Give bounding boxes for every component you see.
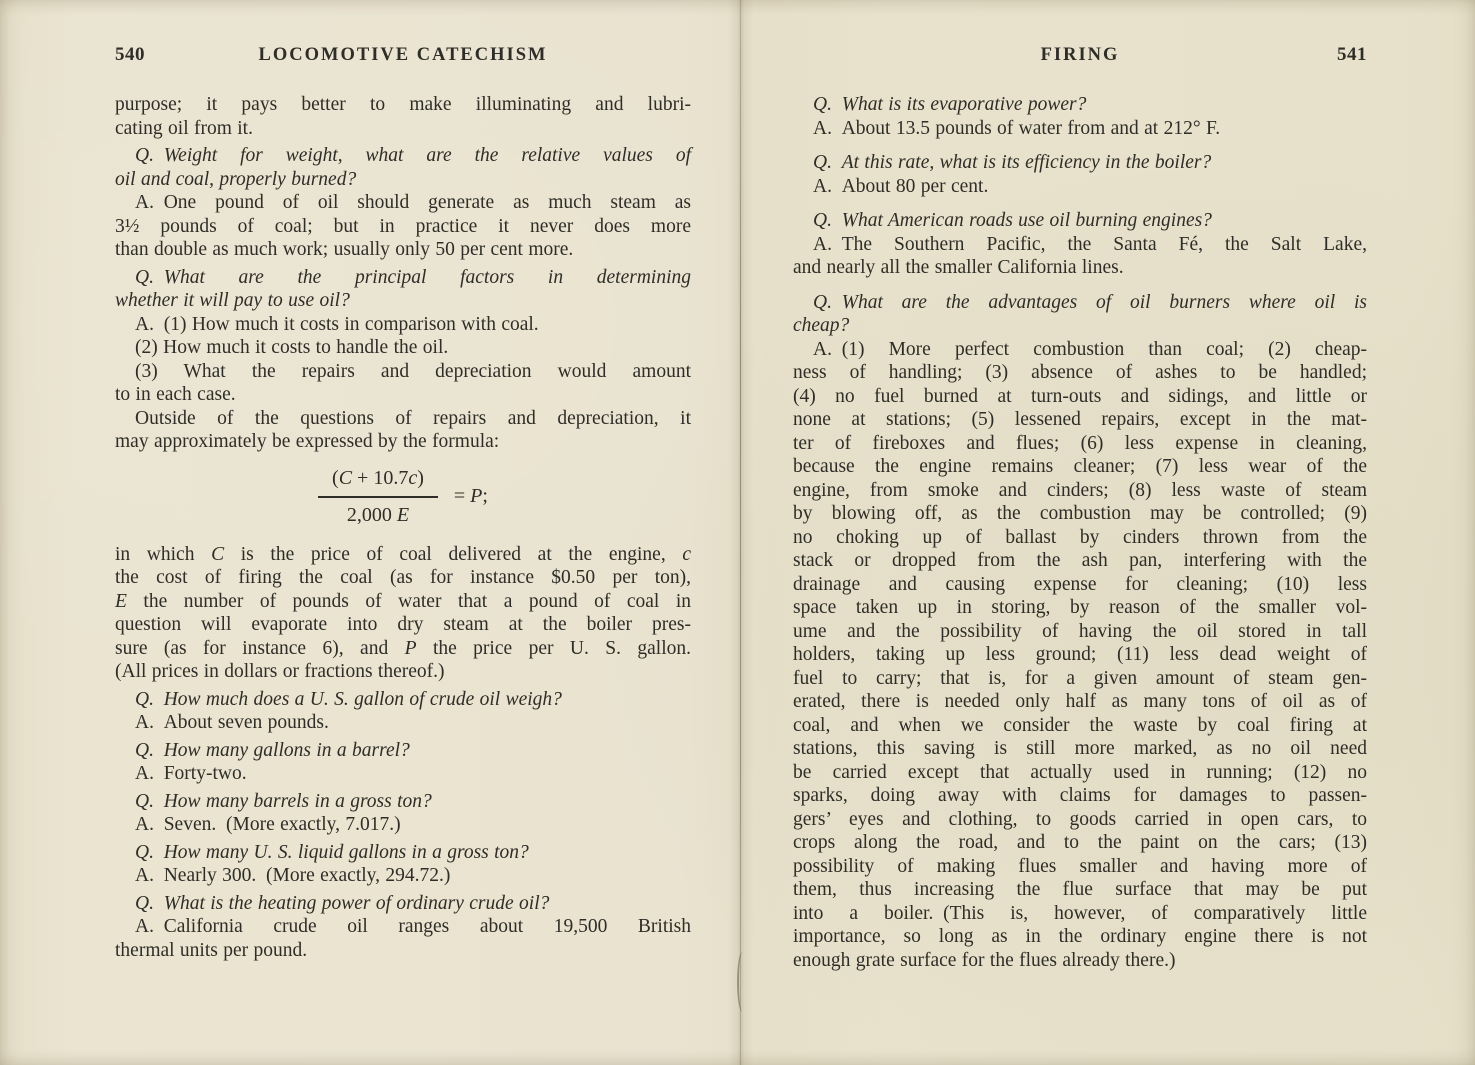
question	[793, 151, 1367, 175]
text-line: A. (1) How much it costs in comparison with coal.	[135, 313, 539, 335]
formula-numerator: (C + 10.7c)	[318, 467, 438, 499]
text-line: Q. How many barrels in a gross ton?	[135, 790, 432, 812]
text-line: enough grate surface for the flues already there.)	[793, 949, 1176, 971]
text-line: 3½ pounds of coal; but in practice it never does more	[115, 215, 691, 237]
page-header-right	[793, 44, 1367, 66]
text-line: purpose; it pays better to make illuminating and lubri-	[115, 94, 691, 115]
para	[115, 543, 691, 684]
answer	[793, 233, 1367, 280]
text-line: A. (1) More perfect combustion than coal; (2) cheap-	[813, 338, 1367, 360]
question	[115, 688, 691, 712]
text-line: A. Forty-two.	[135, 763, 247, 784]
text-line: be carried except that actually used in running; (12) no	[793, 761, 1367, 783]
answer	[793, 117, 1367, 141]
text-line: than double as much work; usually only 50 per cent more.	[115, 239, 574, 260]
formula-fraction	[318, 467, 438, 528]
formula	[115, 467, 691, 528]
answer	[115, 313, 691, 337]
text-line: thermal units per pound.	[115, 939, 308, 961]
text-line: sparks, doing away with claims for damages to passen-	[793, 785, 1367, 806]
text-line: because the engine remains cleaner; (7) less wear of the	[793, 456, 1367, 477]
question	[115, 739, 691, 763]
text-line: coal, and when we consider the waste by coal firing at	[793, 714, 1367, 736]
text-line: Q. What are the advantages of oil burners where oil is	[813, 291, 1367, 313]
question	[115, 892, 691, 916]
text-line: crops along the road, and to the paint on the cars; (13)	[793, 832, 1367, 853]
text-line: (4) no fuel burned at turn-outs and sidings, and little or	[793, 385, 1367, 407]
text-line: ter of fireboxes and flues; (6) less expense in cleaning,	[793, 432, 1367, 454]
text-line: cheap?	[793, 315, 850, 336]
answer	[115, 915, 691, 962]
text-line: gers’ eyes and clothing, to goods carried in open cars, to	[793, 808, 1367, 830]
text-line: A. One pound of oil should generate as much steam as	[135, 192, 691, 213]
answer	[115, 864, 691, 888]
text-line: into a boiler. (This is, however, of comparatively little	[793, 902, 1367, 924]
answer	[115, 191, 691, 262]
text-line: stack or dropped from the ash pan, interfering with the	[793, 550, 1367, 571]
text-line: (All prices in dollars or fractions thereof.)	[115, 661, 445, 682]
text-line: them, thus increasing the flue surface that may be put	[793, 879, 1367, 900]
page-left	[115, 44, 691, 962]
text-line: Q. What American roads use oil burning engines?	[813, 210, 1212, 231]
running-title: LOCOMOTIVE CATECHISM	[258, 45, 548, 65]
text-line: A. About 80 per cent.	[813, 175, 989, 197]
text-line: possibility of making flues smaller and having more of	[793, 855, 1367, 877]
answer	[115, 360, 691, 407]
text-line: Q. Weight for weight, what are the relative values of	[135, 145, 691, 166]
text-line: A. California crude oil ranges about 19,500 British	[135, 916, 691, 937]
text-line: engine, from smoke and cinders; (8) less waste of steam	[793, 479, 1367, 501]
question	[115, 144, 691, 191]
text-line: (2) How much it costs to handle the oil.	[135, 337, 449, 358]
formula-denominator: 2,000 E	[346, 504, 410, 526]
text-line: none at stations; (5) lessened repairs, except in the mat-	[793, 409, 1367, 430]
text-line: ume and the possibility of having the oil stored in tall	[793, 620, 1367, 642]
text-line: Q. How much does a U. S. gallon of crude oil weigh?	[135, 688, 562, 710]
text-line: Q. At this rate, what is its efficiency in the boiler?	[813, 152, 1212, 173]
text-line: E the number of pounds of water that a pound of coal in	[115, 590, 691, 612]
question	[793, 291, 1367, 338]
page-body-left	[115, 93, 691, 962]
text-line: oil and coal, properly burned?	[115, 168, 357, 190]
text-line: cating oil from it.	[115, 117, 253, 139]
text-line: A. The Southern Pacific, the Santa Fé, the Salt Lake,	[813, 233, 1367, 255]
page-body-right	[793, 93, 1367, 972]
formula-result: = P;	[453, 485, 488, 508]
text-line: and nearly all the smaller California lines.	[793, 257, 1124, 278]
answer	[115, 711, 691, 735]
text-line: by blowing off, as the combustion may be controlled; (9)	[793, 503, 1367, 524]
answer	[115, 762, 691, 786]
text-line: space taken up in storing, by reason of the smaller vol-	[793, 597, 1367, 618]
page-gutter-crease	[728, 0, 754, 1065]
question	[115, 266, 691, 313]
text-line: A. Seven. (More exactly, 7.017.)	[135, 814, 401, 835]
text-line: Q. How many U. S. liquid gallons in a gross ton?	[135, 841, 529, 863]
text-line: A. About seven pounds.	[135, 712, 329, 733]
question	[115, 790, 691, 814]
running-title: FIRING	[1040, 45, 1120, 65]
text-line: (3) What the repairs and depreciation would amount	[135, 360, 691, 382]
text-line: holders, taking up less ground; (11) less dead weight of	[793, 644, 1367, 665]
page-header-left	[115, 44, 691, 66]
text-line: whether it will pay to use oil?	[115, 290, 350, 311]
question	[793, 93, 1367, 117]
text-line: ness of handling; (3) absence of ashes to be handled;	[793, 362, 1367, 383]
text-line: to in each case.	[115, 384, 236, 405]
text-line: may approximately be expressed by the formula:	[115, 431, 500, 452]
answer	[793, 338, 1367, 973]
text-line: erated, there is needed only half as many tons of oil as of	[793, 691, 1367, 712]
answer	[115, 813, 691, 837]
text-line: drainage and causing expense for cleaning; (10) less	[793, 573, 1367, 595]
page-number: 540	[115, 44, 145, 65]
page-number: 541	[1337, 44, 1367, 65]
text-line: Q. What are the principal factors in determining	[135, 266, 691, 288]
text-line: Q. What is its evaporative power?	[813, 94, 1087, 115]
page-right	[793, 44, 1367, 972]
answer	[115, 336, 691, 360]
text-line: in which C is the price of coal delivered at the engine, c	[115, 543, 691, 565]
text-line: no choking up of ballast by cinders thrown from the	[793, 526, 1367, 548]
question	[793, 209, 1367, 233]
question	[115, 841, 691, 865]
text-line: A. Nearly 300. (More exactly, 294.72.)	[135, 865, 451, 886]
text-line: A. About 13.5 pounds of water from and at 212° F.	[813, 117, 1221, 139]
text-line: Q. How many gallons in a barrel?	[135, 739, 410, 761]
text-line: importance, so long as in the ordinary engine there is not	[793, 926, 1367, 947]
para	[115, 93, 691, 140]
text-line: question will evaporate into dry steam at the boiler pres-	[115, 614, 691, 635]
text-line: Outside of the questions of repairs and depreciation, it	[135, 407, 691, 429]
text-line: sure (as for instance 6), and P the price per U. S. gallon.	[115, 637, 691, 659]
para	[115, 407, 691, 454]
text-line: Q. What is the heating power of ordinary crude oil?	[135, 892, 550, 914]
text-line: fuel to carry; that is, for a given amount of steam gen-	[793, 667, 1367, 689]
gutter-notch-mark	[737, 952, 746, 1012]
answer	[793, 175, 1367, 199]
text-line: stations, this saving is still more marked, as no oil need	[793, 738, 1367, 759]
text-line: the cost of firing the coal (as for instance $0.50 per ton),	[115, 567, 691, 588]
